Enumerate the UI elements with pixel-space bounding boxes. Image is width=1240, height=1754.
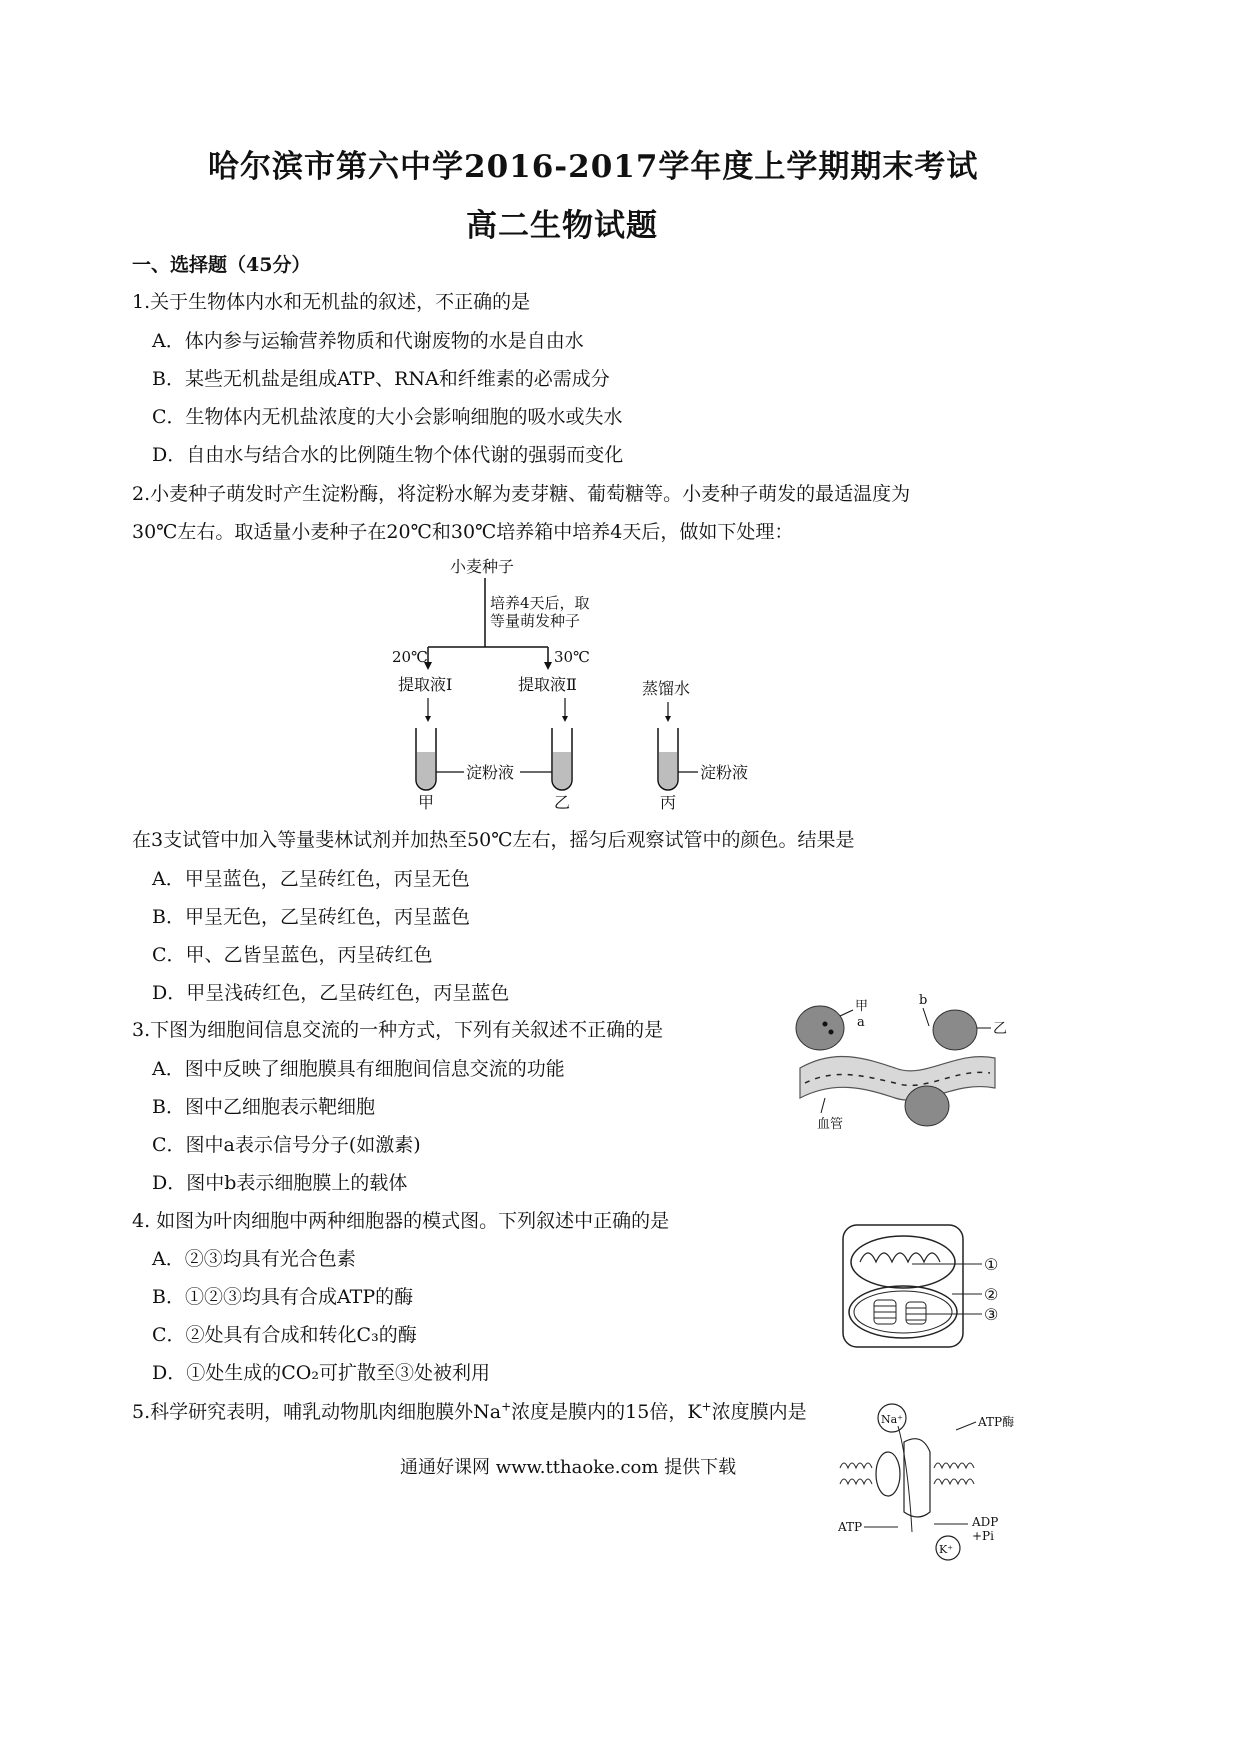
q5-label-k: K⁺ <box>939 1543 954 1556</box>
figure-starch-label-1: 淀粉液 <box>466 763 515 782</box>
question-2-option-a: A．甲呈蓝色，乙呈砖红色，丙呈无色 <box>152 868 470 890</box>
figure-top-label: 小麦种子 <box>450 557 515 576</box>
q3-label-b: b <box>919 993 928 1008</box>
question-5-sup-k: + <box>701 1399 712 1414</box>
section-heading: 一、选择题（45分） <box>132 254 311 276</box>
question-3-option-a: A．图中反映了细胞膜具有细胞间信息交流的功能 <box>152 1058 565 1080</box>
figure-extract-1: 提取液Ⅰ <box>398 675 453 694</box>
q5-label-atp: ATP <box>838 1520 863 1534</box>
q4-label-3: ③ <box>984 1305 999 1324</box>
question-5-stem-mid: 浓度是膜内的15倍，K <box>511 1401 702 1423</box>
q5-label-na: Na⁺ <box>881 1413 903 1426</box>
question-4-option-a: A．②③均具有光合色素 <box>152 1248 356 1270</box>
question-5-stem <box>132 1397 807 1424</box>
question-4-option-d: D．①处生成的CO₂可扩散至③处被利用 <box>152 1362 490 1384</box>
figure-starch-label-2: 淀粉液 <box>700 763 749 782</box>
q3-label-jia: 甲 <box>855 999 869 1014</box>
question-2-stem-line2: 30℃左右。取适量小麦种子在20℃和30℃培养箱中培养4天后，做如下处理： <box>132 521 794 543</box>
q5-label-pi: +Pi <box>972 1529 994 1543</box>
question-3-option-c: C．图中a表示信号分子(如激素) <box>152 1134 421 1156</box>
q4-label-2: ② <box>984 1285 999 1304</box>
question-1-option-b: B．某些无机盐是组成ATP、RNA和纤维素的必需成分 <box>152 368 610 390</box>
question-5-sup-na: + <box>501 1399 512 1414</box>
question-5-stem-post: 浓度膜内是 <box>711 1401 807 1423</box>
question-4-stem: 4. 如图为叶肉细胞中两种细胞器的模式图。下列叙述中正确的是 <box>132 1210 670 1232</box>
question-4-option-b: B．①②③均具有合成ATP的酶 <box>152 1286 414 1308</box>
question-2-option-c: C．甲、乙皆呈蓝色，丙呈砖红色 <box>152 944 433 966</box>
figure-temp-left: 20℃ <box>392 648 428 666</box>
figure-water-label: 蒸馏水 <box>642 679 691 698</box>
q5-label-adp: ADP <box>972 1515 999 1529</box>
question-4-figure <box>840 1222 1020 1354</box>
question-5-stem-pre: 5.科学研究表明，哺乳动物肌肉细胞膜外Na <box>132 1401 502 1423</box>
question-1-option-d: D．自由水与结合水的比例随生物个体代谢的强弱而变化 <box>152 444 624 466</box>
q3-label-a: a <box>857 1015 865 1030</box>
question-1-option-a: A．体内参与运输营养物质和代谢废物的水是自由水 <box>152 330 584 352</box>
q3-label-yi: 乙 <box>993 1021 1007 1037</box>
question-3-figure <box>795 988 1015 1138</box>
question-5-figure <box>838 1402 1038 1562</box>
question-3-option-d: D．图中b表示细胞膜上的载体 <box>152 1172 408 1194</box>
page-subtitle: 高二生物试题 <box>466 208 658 244</box>
question-2-figure <box>380 552 780 812</box>
question-2-option-d: D．甲呈浅砖红色，乙呈砖红色，丙呈蓝色 <box>152 982 510 1004</box>
figure-step-line1: 培养4天后，取 <box>490 594 590 612</box>
page-title: 哈尔滨市第六中学2016-2017学年度上学期期末考试 <box>208 149 979 185</box>
figure-temp-right: 30℃ <box>554 648 590 666</box>
figure-extract-2: 提取液Ⅱ <box>518 675 577 694</box>
figure-tube-3: 丙 <box>660 793 677 812</box>
figure-tube-2: 乙 <box>554 793 571 812</box>
q3-label-vessel: 血管 <box>817 1117 844 1132</box>
question-4-option-c: C．②处具有合成和转化C₃的酶 <box>152 1324 417 1346</box>
question-2-stem-after: 在3支试管中加入等量斐林试剂并加热至50℃左右，摇匀后观察试管中的颜色。结果是 <box>132 829 855 851</box>
question-1-stem: 1.关于生物体内水和无机盐的叙述，不正确的是 <box>132 291 531 313</box>
figure-step-line2: 等量萌发种子 <box>490 612 581 630</box>
question-2-option-b: B．甲呈无色，乙呈砖红色，丙呈蓝色 <box>152 906 470 928</box>
q4-label-1: ① <box>984 1255 999 1274</box>
q5-label-atp-enzyme: ATP酶 <box>978 1415 1015 1429</box>
question-2-stem-line1: 2.小麦种子萌发时产生淀粉酶，将淀粉水解为麦芽糖、葡萄糖等。小麦种子萌发的最适温度为 <box>132 483 911 505</box>
question-1-option-c: C．生物体内无机盐浓度的大小会影响细胞的吸水或失水 <box>152 406 623 428</box>
page-footer: 通通好课网 www.tthaoke.com 提供下载 <box>400 1457 737 1478</box>
question-3-option-b: B．图中乙细胞表示靶细胞 <box>152 1096 375 1118</box>
question-3-stem: 3.下图为细胞间信息交流的一种方式，下列有关叙述不正确的是 <box>132 1019 664 1041</box>
figure-tube-1: 甲 <box>418 793 435 812</box>
